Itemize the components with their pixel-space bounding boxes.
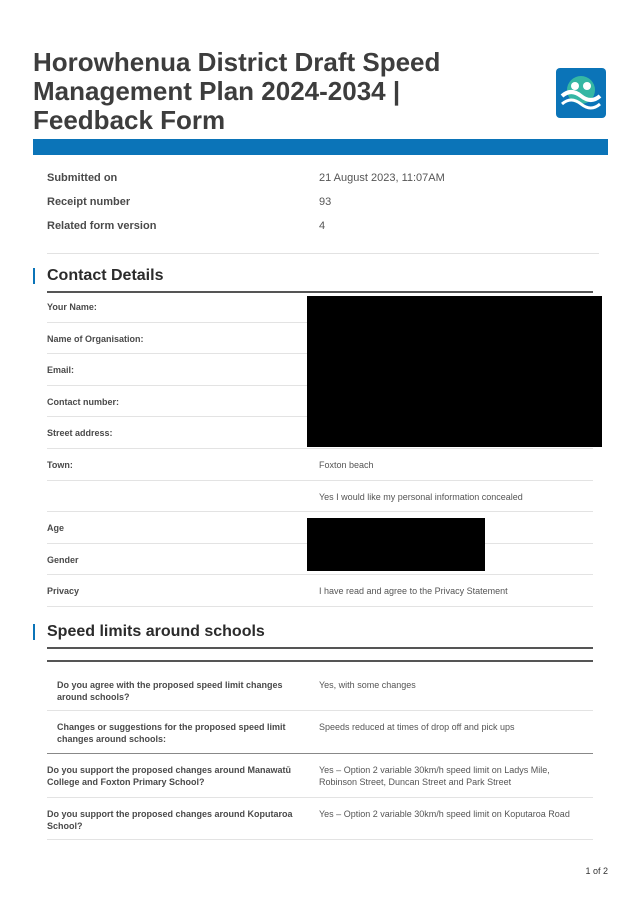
section-accent-bar [33, 624, 35, 640]
table-row [47, 754, 593, 798]
redaction-block [307, 296, 602, 447]
redaction-block [307, 518, 485, 571]
field-label: Street address: [47, 428, 113, 439]
section-rule [47, 647, 593, 649]
meta-label: Receipt number [47, 196, 131, 208]
section-accent-bar [33, 268, 35, 284]
table-row [47, 662, 593, 711]
field-label: Email: [47, 365, 75, 376]
table-row [47, 798, 593, 840]
page-number: 1 of 2 [585, 866, 608, 876]
table-row [47, 575, 593, 607]
meta-value: 4 [319, 220, 326, 232]
question-text: Do you support the proposed changes around Koputaroa School? [47, 809, 293, 831]
header-banner [33, 139, 608, 155]
divider [47, 253, 599, 254]
answer-text: Yes – Option 2 variable 30km/h speed limit on Koputaroa Road [319, 809, 570, 819]
field-value: Foxton beach [319, 459, 374, 470]
field-label: Town: [47, 459, 73, 470]
meta-value: 93 [319, 196, 332, 208]
table-row [47, 711, 593, 754]
answer-text: Speeds reduced at times of drop off and pick ups [319, 722, 515, 732]
table-row [47, 449, 593, 481]
council-logo-icon [556, 68, 606, 118]
meta-label: Related form version [47, 220, 157, 232]
section-title: Speed limits around schools [47, 623, 265, 640]
question-text: Do you agree with the proposed speed limit changes around schools? [57, 680, 283, 702]
meta-row [47, 166, 607, 190]
meta-label: Submitted on [47, 172, 118, 184]
field-value: Yes I would like my personal information concealed [319, 491, 523, 502]
page-title: Horowhenua District Draft Speed Management Plan 2024-2034 | Feedback Form [33, 47, 441, 135]
meta-row [47, 214, 607, 238]
meta-value: 21 August 2023, 11:07AM [319, 172, 445, 184]
answer-text: Yes, with some changes [319, 680, 416, 690]
field-label: Gender [47, 554, 79, 565]
field-label: Name of Organisation: [47, 333, 144, 344]
field-label: Your Name: [47, 302, 97, 312]
table-row [47, 481, 593, 513]
meta-row [47, 190, 607, 214]
section-title: Contact Details [47, 267, 164, 284]
field-value: I have read and agree to the Privacy Statement [319, 586, 508, 597]
question-text: Changes or suggestions for the proposed speed limit changes around schools: [57, 722, 286, 744]
question-text: Do you support the proposed changes around Manawatū College and Foxton Primary School? [47, 765, 292, 787]
field-label: Privacy [47, 586, 80, 597]
submission-meta [47, 166, 607, 238]
schools-table [47, 660, 593, 840]
answer-text: Yes – Option 2 variable 30km/h speed limit on Ladys Mile, Robinson Street, Duncan Street and Park Street [319, 765, 550, 787]
field-label: Contact number: [47, 396, 119, 407]
field-label: Age [47, 523, 65, 534]
